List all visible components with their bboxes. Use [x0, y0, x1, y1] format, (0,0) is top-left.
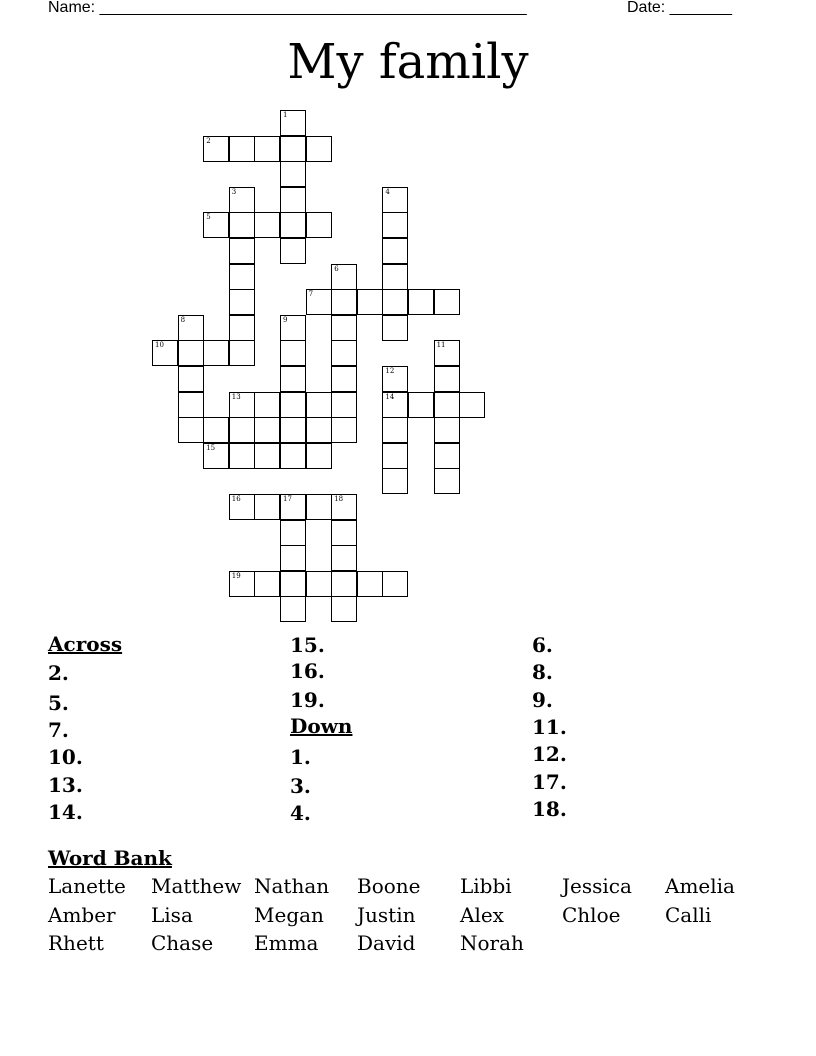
word-bank-item: Amelia: [665, 874, 735, 898]
grid-cell[interactable]: [178, 417, 204, 443]
grid-cell[interactable]: [434, 366, 460, 392]
word-bank-item: Justin: [357, 903, 416, 927]
grid-cell[interactable]: [382, 187, 408, 213]
word-bank-item: Amber: [48, 903, 116, 927]
grid-cell[interactable]: [331, 366, 357, 392]
clue-number: 19: [231, 571, 241, 580]
grid-cell[interactable]: [280, 545, 306, 571]
grid-cell[interactable]: [178, 340, 204, 366]
down-clue-1: 1.: [290, 745, 311, 769]
grid-cell[interactable]: [331, 520, 357, 546]
grid-cell[interactable]: [382, 212, 408, 238]
word-bank-item: Emma: [254, 931, 319, 955]
grid-cell[interactable]: [306, 136, 332, 162]
grid-cell[interactable]: [382, 417, 408, 443]
grid-cell[interactable]: [203, 212, 229, 238]
grid-cell[interactable]: [254, 571, 280, 597]
grid-cell[interactable]: [229, 238, 255, 264]
date-field-label: Date: _______: [627, 0, 732, 16]
word-bank-item: Nathan: [254, 874, 330, 898]
word-bank-item: Megan: [254, 903, 324, 927]
grid-cell[interactable]: [254, 443, 280, 469]
grid-cell[interactable]: [280, 596, 306, 622]
name-field-label: Name: ________________________________________________: [48, 0, 527, 16]
grid-cell[interactable]: [280, 110, 306, 136]
grid-cell[interactable]: [434, 468, 460, 494]
across-clue-7: 7.: [48, 718, 69, 742]
grid-cell[interactable]: [280, 417, 306, 443]
grid-cell[interactable]: [434, 417, 460, 443]
grid-cell[interactable]: [280, 315, 306, 341]
grid-cell[interactable]: [306, 212, 332, 238]
grid-cell[interactable]: [382, 366, 408, 392]
grid-cell[interactable]: [229, 187, 255, 213]
clue-number: 16: [231, 495, 241, 503]
grid-cell[interactable]: [331, 417, 357, 443]
grid-cell[interactable]: [306, 289, 332, 315]
grid-cell[interactable]: [434, 392, 460, 418]
grid-cell[interactable]: [229, 315, 255, 341]
grid-cell[interactable]: [434, 340, 460, 366]
grid-cell[interactable]: [408, 289, 434, 315]
grid-cell[interactable]: [203, 340, 229, 366]
clue-number: 13: [231, 392, 241, 401]
grid-cell[interactable]: [280, 212, 306, 238]
grid-cell[interactable]: [331, 315, 357, 341]
grid-cell[interactable]: [280, 136, 306, 162]
down-clue-4: 4.: [290, 801, 311, 825]
word-bank-item: Libbi: [460, 874, 512, 898]
grid-cell[interactable]: [254, 392, 280, 418]
word-bank-item: David: [357, 931, 416, 955]
word-bank-item: Rhett: [48, 931, 104, 955]
grid-cell[interactable]: [280, 366, 306, 392]
grid-cell[interactable]: [229, 136, 255, 162]
word-bank-item: Chloe: [562, 903, 621, 927]
clue-number: 11: [436, 341, 446, 350]
grid-cell[interactable]: [178, 315, 204, 341]
word-bank-item: Jessica: [562, 874, 632, 898]
grid-cell[interactable]: [306, 417, 332, 443]
grid-cell[interactable]: [357, 571, 383, 597]
grid-cell[interactable]: [382, 443, 408, 469]
grid-cell[interactable]: [152, 340, 178, 366]
grid-cell[interactable]: [203, 443, 229, 469]
across-clue-2: 2.: [48, 661, 69, 685]
grid-cell[interactable]: [331, 545, 357, 571]
clue-number: 5: [206, 213, 211, 222]
down-clue-9: 9.: [532, 688, 553, 712]
word-bank-item: Lanette: [48, 874, 126, 898]
down-clue-18: 18.: [532, 797, 567, 821]
grid-cell[interactable]: [229, 571, 255, 597]
grid-cell[interactable]: [434, 289, 460, 315]
down-heading: Down: [290, 714, 353, 738]
across-heading: Across: [48, 632, 123, 656]
grid-cell[interactable]: [306, 443, 332, 469]
across-clue-15: 15.: [290, 633, 325, 657]
grid-cell[interactable]: [229, 340, 255, 366]
down-clue-17: 17.: [532, 770, 567, 794]
grid-cell[interactable]: [382, 289, 408, 315]
clue-number: 12: [385, 367, 395, 375]
grid-cell[interactable]: [280, 392, 306, 418]
clue-number: 14: [385, 392, 395, 401]
word-bank-item: Chase: [151, 931, 214, 955]
grid-cell[interactable]: [229, 443, 255, 469]
grid-cell[interactable]: [254, 494, 280, 520]
clue-number: 3: [231, 187, 237, 196]
clue-number: 15: [206, 443, 216, 452]
grid-cell[interactable]: [254, 136, 280, 162]
clue-number: 1: [283, 111, 288, 119]
grid-cell[interactable]: [203, 417, 229, 443]
clue-number: 10: [155, 341, 164, 350]
grid-cell[interactable]: [357, 289, 383, 315]
across-clue-16: 16.: [290, 659, 325, 683]
grid-cell[interactable]: [434, 443, 460, 469]
grid-cell[interactable]: [280, 161, 306, 187]
grid-cell[interactable]: [306, 392, 332, 418]
grid-cell[interactable]: [280, 520, 306, 546]
down-clue-11: 11.: [532, 715, 567, 739]
clue-number: 17: [283, 495, 292, 503]
grid-cell[interactable]: [382, 468, 408, 494]
grid-cell[interactable]: [280, 494, 306, 520]
grid-cell[interactable]: [280, 340, 306, 366]
word-bank-item: Norah: [460, 931, 524, 955]
across-clue-14: 14.: [48, 800, 83, 824]
down-clue-3: 3.: [290, 774, 311, 798]
word-bank-item: Calli: [665, 903, 712, 927]
clue-number: 2: [206, 136, 211, 145]
grid-cell[interactable]: [254, 417, 280, 443]
grid-cell[interactable]: [229, 289, 255, 315]
clue-number: 6: [334, 264, 339, 273]
grid-cell[interactable]: [331, 392, 357, 418]
grid-cell[interactable]: [280, 187, 306, 213]
grid-cell[interactable]: [280, 443, 306, 469]
word-bank-item: Boone: [357, 874, 421, 898]
grid-cell[interactable]: [382, 571, 408, 597]
clue-number: 9: [283, 315, 288, 324]
grid-cell[interactable]: [254, 212, 280, 238]
grid-cell[interactable]: [229, 494, 255, 520]
clue-number: 4: [385, 187, 390, 196]
down-clue-12: 12.: [532, 742, 567, 766]
grid-cell[interactable]: [229, 392, 255, 418]
down-clue-6: 6.: [532, 633, 553, 657]
grid-cell[interactable]: [178, 366, 204, 392]
grid-cell[interactable]: [280, 238, 306, 264]
page-title: My family: [287, 34, 529, 90]
grid-cell[interactable]: [229, 212, 255, 238]
clue-number: 7: [308, 290, 314, 299]
grid-cell[interactable]: [306, 571, 332, 597]
grid-cell[interactable]: [331, 494, 357, 520]
grid-cell[interactable]: [382, 315, 408, 341]
grid-cell[interactable]: [459, 392, 485, 418]
down-clue-8: 8.: [532, 660, 553, 684]
grid-cell[interactable]: [331, 340, 357, 366]
grid-cell[interactable]: [306, 494, 332, 520]
grid-cell[interactable]: [331, 264, 357, 290]
grid-cell[interactable]: [382, 392, 408, 418]
clue-number: 18: [334, 495, 344, 503]
clue-number: 8: [180, 315, 186, 324]
across-clue-10: 10.: [48, 745, 83, 769]
grid-cell[interactable]: [331, 289, 357, 315]
grid-cell[interactable]: [229, 417, 255, 443]
across-clue-5: 5.: [48, 691, 69, 715]
grid-cell[interactable]: [280, 571, 306, 597]
grid-cell[interactable]: [178, 392, 204, 418]
grid-cell[interactable]: [331, 596, 357, 622]
grid-cell[interactable]: [382, 264, 408, 290]
across-clue-19: 19.: [290, 688, 325, 712]
word-bank-item: Lisa: [151, 903, 193, 927]
word-bank-item: Matthew: [151, 874, 242, 898]
grid-cell[interactable]: [229, 264, 255, 290]
grid-cell[interactable]: [408, 392, 434, 418]
grid-cell[interactable]: [331, 571, 357, 597]
grid-cell[interactable]: [203, 136, 229, 162]
across-clue-13: 13.: [48, 773, 83, 797]
word-bank-item: Alex: [460, 903, 504, 927]
grid-cell[interactable]: [382, 238, 408, 264]
word-bank-heading: Word Bank: [48, 846, 172, 870]
